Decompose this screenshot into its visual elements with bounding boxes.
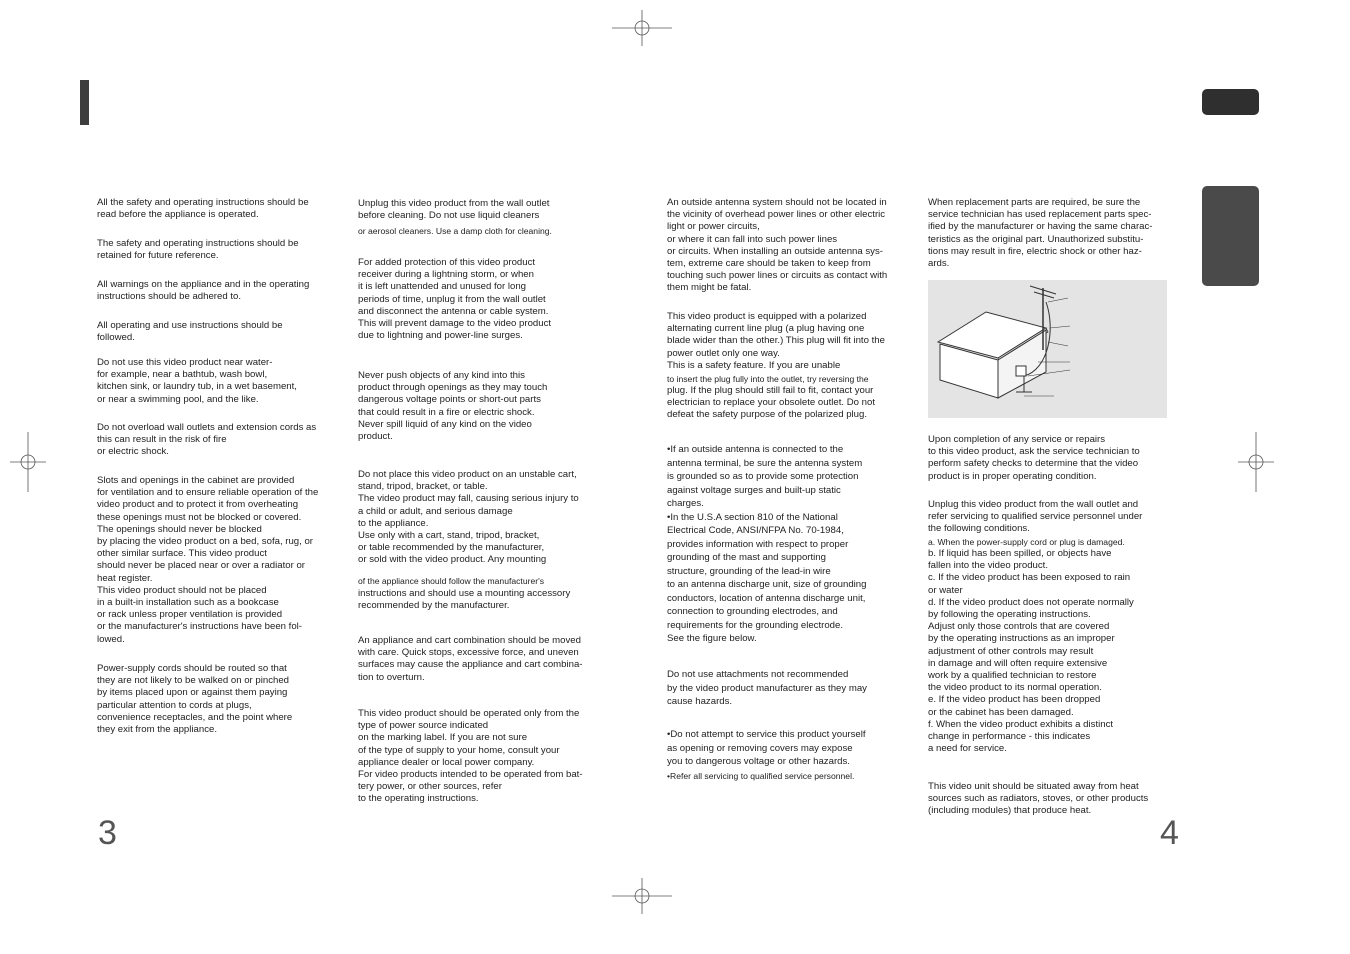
paragraph: to insert the plug fully into the outlet, try reversing the: [667, 374, 869, 384]
paragraph: Do not place this video product on an unstable cart, stand, tripod, bracket, or table. The video product may fall, causing serious injury to a child or adult, and serious damage to the appliance. Use only with a cart, stand, tripod, bracket, or table recommended by the manufacturer, or sold with the video product. Any mounting: [358, 469, 579, 566]
page-number-right: 4: [1160, 814, 1179, 852]
paragraph: This video product should be operated only from the type of power source indicated on the marking label. If you are not sure of the type of supply to your home, consult your appliance dealer or local power company. For video products intended to be operated from bat- tery power, or other sources, refer to the operating instructions.: [358, 708, 583, 805]
paragraph: Unplug this video product from the wall outlet before cleaning. Do not use liquid cleaners: [358, 198, 550, 222]
paragraph: Power-supply cords should be routed so that they are not likely to be walked on or pinched by items placed upon or against them paying particular attention to cords at plugs, convenience receptacles, and the point where they exit from the appliance.: [97, 663, 293, 736]
section-title-bar: [80, 80, 89, 125]
house-antenna-illustration: [928, 280, 1167, 418]
paragraph: This video unit should be situated away from heat sources such as radiators, stoves, or other products (including modules) that produce heat.: [928, 781, 1149, 817]
paragraph: An appliance and cart combination should be moved with care. Quick stops, excessive force, and uneven surfaces may cause the appliance and cart combina- tion to overturn.: [358, 635, 583, 683]
paragraph: •Refer all servicing to qualified service personnel.: [667, 771, 855, 781]
page-number-left: 3: [98, 814, 117, 852]
language-tab: [1202, 89, 1259, 115]
paragraph: All operating and use instructions should be followed.: [97, 320, 283, 344]
antenna-bullets: •If an outside antenna is connected to the antenna terminal, be sure the antenna system is grounded so as to provide some protection against voltage surges and built-up static charges. •In the U.S.A section 810 of the National Electrical Code, ANSI/NFPA No. 70-1984, provides information with respect to proper grounding of the mast and supporting structure, grounding of the lead-in wire to an antenna discharge unit, size of grounding conductors, location of antenna discharge unit, connection to grounding electrodes, and requirements for the grounding electrode. See the figure below.: [667, 444, 867, 644]
chapter-tab: [1202, 186, 1259, 286]
service-bullets: •Do not attempt to service this product yourself as opening or removing covers may expose you to dangerous voltage or other hazards.: [667, 729, 866, 767]
antenna-grounding-figure: [928, 280, 1167, 418]
paragraph: Do not use attachments not recommended by the video product manufacturer as they may cause hazards.: [667, 669, 867, 707]
paragraph: When replacement parts are required, be sure the service technician has used replacement parts spec- ified by the manufacturer or having the same charac- teristics as the original part. Unauthorized substitu- tions may result in fire, electric shock or other haz- ards.: [928, 197, 1153, 270]
paragraph: All the safety and operating instructions should be read before the appliance is operated.: [97, 197, 309, 221]
paragraph: Do not use this video product near water- for example, near a bathtub, wash bowl, kitchen sink, or laundry tub, in a wet basement, or near a swimming pool, and the like.: [97, 357, 297, 405]
conditions-list: b. If liquid has been spilled, or objects have fallen into the video product. c. If the video product has been exposed to rain or water d. If the video product does not operate normally by following the operating instructions. Adjust only those controls that are covered by the operating instructions as an improper adjustment of other controls may result in damage and will often require extensive work by a qualified technician to restore the video product to its normal operation. e. If the video product has been dropped or the cabinet has been damaged. f. When the video product exhibits a distinct change in performance - this indicates a need for service.: [928, 548, 1134, 755]
paragraph: instructions and should use a mounting accessory recommended by the manufacturer.: [358, 588, 571, 612]
paragraph: All warnings on the appliance and in the operating instructions should be adhered to.: [97, 279, 310, 303]
registration-mark-bottom: [612, 878, 672, 914]
paragraph: This video product is equipped with a polarized alternating current line plug (a plug having one blade wider than the other.) This plug will fit into the power outlet only one way. This is a safety feature. If you are unable: [667, 311, 885, 371]
paragraph: Slots and openings in the cabinet are provided for ventilation and to ensure reliable operation of the video product and to protect it from overheating these openings must not be blocked or covered. The openings should never be blocked by placing the video product on a bed, sofa, rug, or other similar surface. This video product should never be placed near or over a radiator or heat register. This video product should not be placed in a built-in installation such as a bookcase or rack unless proper ventilation is provided or the manufacturer's instructions have been fol- lowed.: [97, 475, 319, 645]
paragraph: The safety and operating instructions should be retained for future reference.: [97, 238, 299, 262]
paragraph: For added protection of this video product receiver during a lightning storm, or when it is left unattended and unused for long periods of time, unplug it from the wall outlet and disconnect the antenna or cable system. This will prevent damage to the video product due to lightning and power-line surges.: [358, 257, 552, 342]
paragraph: a. When the power-supply cord or plug is damaged.: [928, 537, 1125, 547]
paragraph: An outside antenna system should not be located in the vicinity of overhead power lines or other electric light or power circuits, or where it can fall into such power lines or circuits. When installing an outside antenna sys- tem, extreme care should be taken to keep from touching such power lines or circuits as contact with them might be fatal.: [667, 197, 888, 294]
paragraph: plug. If the plug should still fail to fit, contact your electrician to replace your obsolete outlet. Do not defeat the safety purpose of the polarized plug.: [667, 385, 875, 421]
paragraph: Do not overload wall outlets and extension cords as this can result in the risk of fire or electric shock.: [97, 422, 317, 458]
paragraph: Upon completion of any service or repairs to this video product, ask the service technician to perform safety checks to determine that the video product is in proper operating condition.: [928, 434, 1140, 482]
registration-mark-left: [10, 432, 46, 492]
paragraph: Never push objects of any kind into this product through openings as they may touch dangerous voltage points or short-out parts that could result in a fire or electric shock. Never spill liquid of any kind on the video product.: [358, 370, 548, 443]
registration-mark-top: [612, 10, 672, 46]
paragraph: Unplug this video product from the wall outlet and refer servicing to qualified service personnel under the following conditions.: [928, 499, 1143, 535]
paragraph: or aerosol cleaners. Use a damp cloth for cleaning.: [358, 226, 552, 236]
paragraph: of the appliance should follow the manufacturer's: [358, 576, 545, 586]
registration-mark-right: [1238, 432, 1274, 492]
